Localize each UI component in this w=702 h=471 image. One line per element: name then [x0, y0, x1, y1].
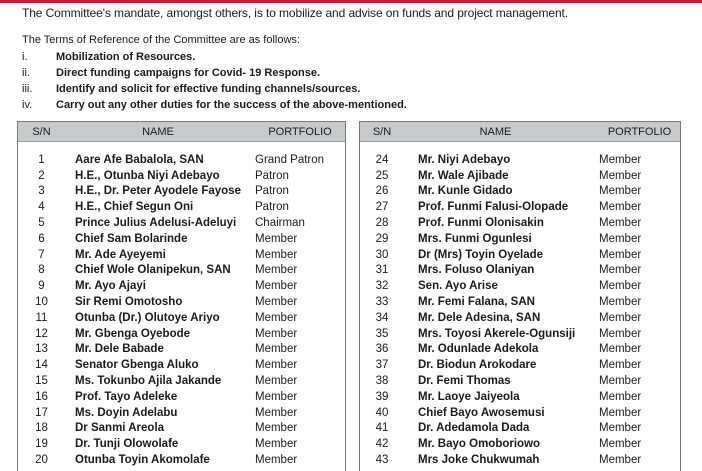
row-portfolio: Member	[255, 438, 298, 451]
table-row	[18, 231, 345, 247]
table-row	[18, 357, 345, 373]
table-row	[18, 263, 345, 279]
mandate-text: The Committee's mandate, amongst others, is to mobilize and advise on funds and project management.	[22, 6, 569, 20]
table-row	[360, 405, 680, 421]
row-name: Mr. Dele Adesina, SAN	[418, 311, 541, 324]
table-row	[360, 452, 680, 468]
terms-item	[22, 81, 407, 97]
table-row	[360, 184, 680, 200]
row-name: Mrs. Toyosi Akerele-Ogunsiji	[418, 327, 576, 340]
row-name: Mrs Joke Chukwumah	[418, 454, 540, 467]
table-header	[18, 122, 345, 142]
row-portfolio: Grand Patron	[255, 153, 325, 166]
table-row	[18, 405, 345, 421]
table-row	[360, 278, 680, 294]
table-row	[18, 294, 345, 310]
row-sn: 31	[375, 264, 389, 277]
table-row	[360, 389, 680, 405]
row-name: Prince Julius Adelusi-Adeluyi	[75, 217, 237, 230]
terms-item-number: iv.	[22, 99, 33, 111]
row-portfolio: Member	[255, 454, 298, 467]
row-name: H.E., Dr. Peter Ayodele Fayose	[75, 185, 241, 198]
row-sn: 19	[35, 438, 48, 451]
row-sn: 11	[35, 311, 48, 324]
terms-item	[22, 49, 407, 65]
table-row	[18, 247, 345, 263]
row-sn: 2	[38, 169, 45, 182]
row-sn: 13	[35, 343, 48, 356]
row-sn: 40	[375, 406, 389, 419]
row-portfolio: Member	[599, 169, 642, 182]
row-name: Ms. Doyin Adelabu	[75, 406, 178, 419]
row-portfolio: Member	[599, 375, 642, 388]
terms-item-number: iii.	[22, 83, 33, 95]
row-sn: 36	[375, 343, 389, 356]
row-sn: 34	[375, 311, 389, 324]
terms-item	[22, 97, 407, 113]
table-row	[18, 215, 345, 231]
row-sn: 12	[35, 327, 48, 340]
row-portfolio: Member	[255, 311, 298, 324]
row-sn: 27	[375, 201, 389, 214]
row-name: Mr. Laoye Jaiyeola	[418, 390, 520, 403]
table-body	[18, 142, 345, 468]
table-row	[360, 199, 680, 215]
row-sn: 25	[375, 169, 389, 182]
row-name: Mr. Wale Ajibade	[418, 169, 509, 182]
terms-intro: The Terms of Reference of the Committee are as follows:	[22, 34, 300, 46]
row-sn: 9	[38, 280, 45, 293]
table-row	[360, 373, 680, 389]
row-name: Mr. Odunlade Adekola	[418, 343, 539, 356]
table-body	[360, 142, 680, 468]
row-name: Mr. Niyi Adebayo	[418, 153, 511, 166]
row-portfolio: Member	[599, 232, 642, 245]
table-row	[18, 436, 345, 452]
row-sn: 32	[375, 280, 389, 293]
table-row	[360, 436, 680, 452]
terms-item-text: Mobilization of Resources.	[56, 51, 196, 63]
row-name: Mr. Gbenga Oyebode	[75, 327, 191, 340]
table-row	[360, 152, 680, 168]
row-name: H.E., Otunba Niyi Adebayo	[75, 169, 220, 182]
row-portfolio: Member	[599, 248, 642, 261]
row-sn: 20	[35, 454, 48, 467]
row-name: Otunba Toyin Akomolafe	[75, 454, 210, 467]
header-name: NAME	[142, 125, 174, 138]
row-sn: 41	[375, 422, 389, 435]
row-sn: 17	[35, 406, 48, 419]
table-row	[18, 310, 345, 326]
row-name: Mr. Dele Babade	[75, 343, 164, 356]
row-portfolio: Member	[599, 217, 642, 230]
row-sn: 8	[38, 264, 45, 277]
row-name: Dr (Mrs) Toyin Oyelade	[418, 248, 544, 261]
table-row	[18, 278, 345, 294]
row-sn: 24	[375, 153, 389, 166]
row-sn: 37	[375, 359, 389, 372]
row-portfolio: Member	[599, 422, 642, 435]
row-portfolio: Patron	[255, 185, 289, 198]
row-portfolio: Patron	[255, 201, 289, 214]
table-row	[18, 373, 345, 389]
row-portfolio: Member	[599, 153, 642, 166]
row-portfolio: Member	[599, 264, 642, 277]
row-name: Mr. Ade Ayeyemi	[75, 248, 166, 261]
row-sn: 7	[38, 248, 45, 261]
table-row	[18, 199, 345, 215]
terms-item-number: i.	[22, 51, 28, 63]
row-portfolio: Member	[255, 327, 298, 340]
row-name: Dr. Femi Thomas	[418, 375, 511, 388]
row-name: Sir Remi Omotosho	[75, 296, 183, 309]
row-name: Aare Afe Babalola, SAN	[75, 153, 204, 166]
row-sn: 14	[35, 359, 48, 372]
row-name: Mr. Femi Falana, SAN	[418, 296, 535, 309]
row-sn: 1	[38, 153, 45, 166]
row-sn: 6	[38, 232, 45, 245]
terms-item	[22, 65, 407, 81]
row-sn: 3	[38, 185, 45, 198]
terms-list	[22, 49, 407, 113]
table-row	[360, 421, 680, 437]
table-row	[18, 152, 345, 168]
row-sn: 43	[375, 454, 389, 467]
row-portfolio: Member	[255, 296, 298, 309]
row-portfolio: Member	[599, 454, 642, 467]
table-row	[360, 342, 680, 358]
row-name: Ms. Tokunbo Ajila Jakande	[75, 375, 222, 388]
row-portfolio: Member	[599, 201, 642, 214]
row-sn: 10	[35, 296, 48, 309]
row-portfolio: Member	[255, 232, 298, 245]
row-sn: 18	[35, 422, 48, 435]
row-sn: 15	[35, 375, 48, 388]
table-row	[18, 421, 345, 437]
row-sn: 28	[375, 217, 389, 230]
row-sn: 16	[35, 390, 48, 403]
row-sn: 42	[375, 438, 389, 451]
row-name: Senator Gbenga Aluko	[75, 359, 199, 372]
row-name: Dr Sanmi Areola	[75, 422, 165, 435]
header-name: NAME	[479, 125, 512, 138]
row-name: H.E., Chief Segun Oni	[75, 201, 194, 214]
row-name: Mrs. Funmi Ogunlesi	[418, 232, 532, 245]
row-portfolio: Member	[255, 390, 298, 403]
row-sn: 39	[375, 390, 389, 403]
header-sn: S/N	[372, 125, 392, 138]
committee-table-right	[359, 121, 681, 471]
row-name: Sen. Ayo Arise	[418, 280, 498, 293]
top-red-rule	[0, 0, 702, 3]
header-portfolio: PORTFOLIO	[607, 125, 672, 138]
terms-item-text: Identify and solicit for effective funding channels/sources.	[56, 83, 361, 95]
table-row	[360, 357, 680, 373]
row-name: Dr. Biodun Arokodare	[418, 359, 537, 372]
table-row	[18, 326, 345, 342]
row-portfolio: Member	[599, 296, 642, 309]
row-portfolio: Member	[255, 422, 298, 435]
row-name: Mr. Kunle Gidado	[418, 185, 513, 198]
row-name: Prof. Funmi Falusi-Olopade	[418, 201, 569, 214]
committee-table-left	[17, 121, 346, 471]
row-portfolio: Member	[599, 438, 642, 451]
row-portfolio: Member	[255, 359, 298, 372]
terms-item-number: ii.	[22, 67, 30, 79]
header-sn: S/N	[32, 125, 51, 138]
row-sn: 29	[375, 232, 389, 245]
row-portfolio: Member	[255, 406, 298, 419]
row-portfolio: Member	[599, 185, 642, 198]
row-name: Otunba (Dr.) Olutoye Ariyo	[75, 311, 220, 324]
row-sn: 26	[375, 185, 389, 198]
row-portfolio: Member	[599, 359, 642, 372]
terms-item-text: Direct funding campaigns for Covid- 19 Response.	[56, 67, 321, 79]
table-row	[360, 326, 680, 342]
table-row	[18, 342, 345, 358]
table-row	[360, 168, 680, 184]
row-portfolio: Member	[255, 280, 298, 293]
header-portfolio: PORTFOLIO	[268, 125, 332, 138]
row-sn: 38	[375, 375, 389, 388]
row-portfolio: Patron	[255, 169, 289, 182]
row-portfolio: Member	[599, 327, 642, 340]
row-portfolio: Member	[599, 390, 642, 403]
row-portfolio: Member	[255, 375, 298, 388]
row-sn: 4	[38, 201, 45, 214]
table-header	[360, 122, 680, 142]
row-portfolio: Member	[599, 406, 642, 419]
row-name: Chief Bayo Awosemusi	[418, 406, 545, 419]
row-name: Prof. Tayo Adeleke	[75, 390, 178, 403]
row-name: Chief Sam Bolarinde	[75, 232, 188, 245]
table-row	[360, 310, 680, 326]
row-name: Dr. Tunji Olowolafe	[75, 438, 179, 451]
table-row	[360, 215, 680, 231]
row-name: Mrs. Foluso Olaniyan	[418, 264, 535, 277]
table-row	[18, 168, 345, 184]
row-sn: 35	[375, 327, 389, 340]
row-name: Dr. Adedamola Dada	[418, 422, 530, 435]
table-row	[360, 263, 680, 279]
row-portfolio: Member	[255, 248, 298, 261]
row-portfolio: Member	[599, 343, 642, 356]
row-name: Mr. Bayo Omoboriowo	[418, 438, 541, 451]
row-name: Chief Wole Olanipekun, SAN	[75, 264, 231, 277]
table-row	[18, 184, 345, 200]
row-name: Mr. Ayo Ajayi	[75, 280, 146, 293]
row-portfolio: Member	[255, 343, 298, 356]
row-portfolio: Member	[599, 280, 642, 293]
row-portfolio: Member	[255, 264, 298, 277]
table-row	[18, 452, 345, 468]
terms-item-text: Carry out any other duties for the success of the above-mentioned.	[56, 99, 407, 111]
table-row	[18, 389, 345, 405]
row-portfolio: Chairman	[255, 217, 305, 230]
row-sn: 5	[38, 217, 45, 230]
table-row	[360, 247, 680, 263]
table-row	[360, 231, 680, 247]
row-sn: 33	[375, 296, 389, 309]
table-row	[360, 294, 680, 310]
row-portfolio: Member	[599, 311, 642, 324]
row-name: Prof. Funmi Olonisakin	[418, 217, 544, 230]
row-sn: 30	[375, 248, 389, 261]
